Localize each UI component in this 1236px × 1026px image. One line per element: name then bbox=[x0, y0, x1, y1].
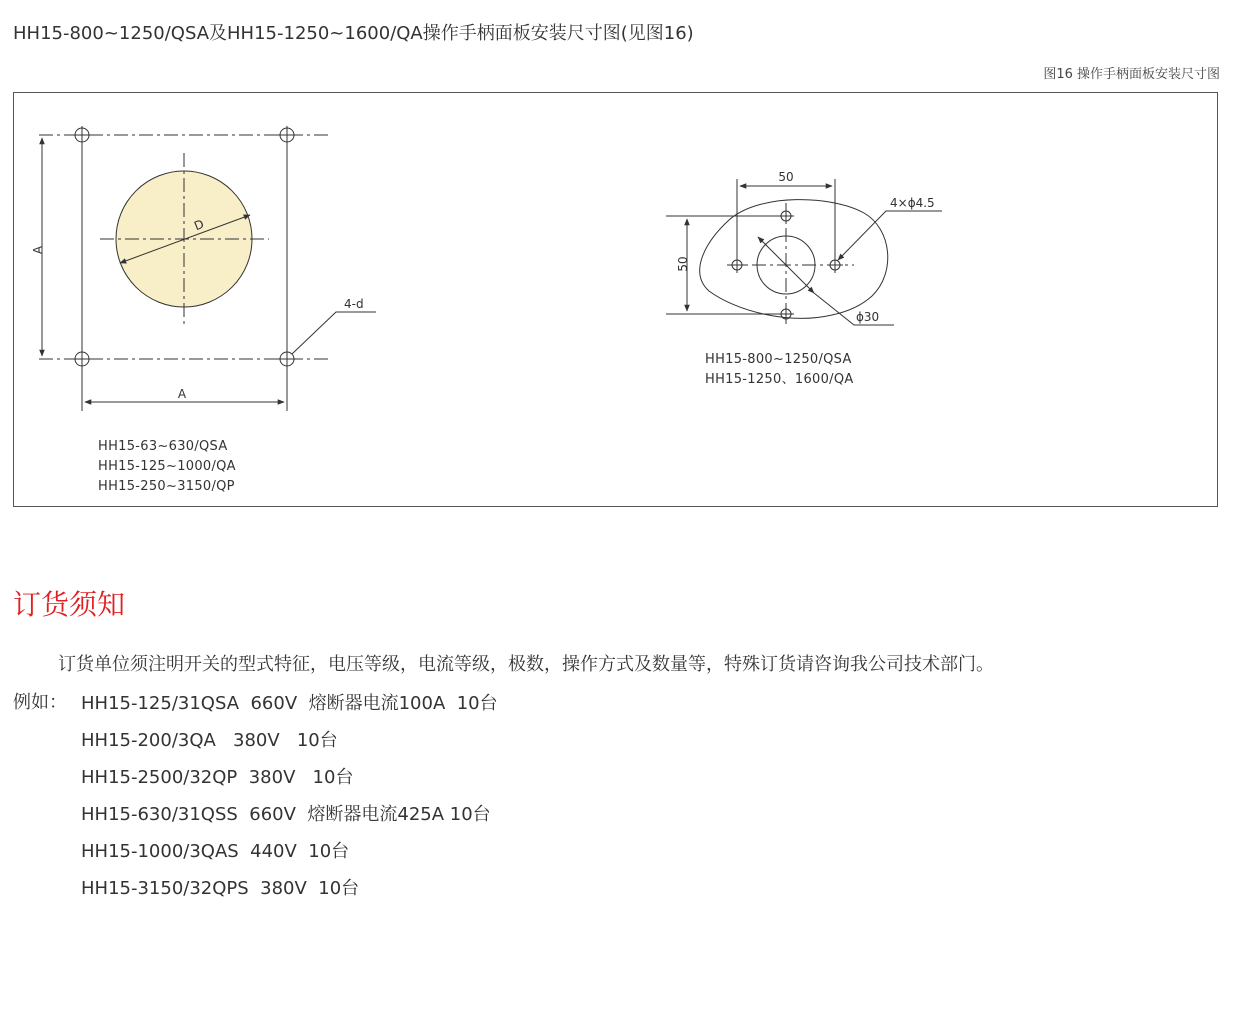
page-heading: HH15-800~1250/QSA及HH15-1250~1600/QA操作手柄面板安装尺寸图(见图16) bbox=[13, 23, 694, 44]
mounting-hole-top-left bbox=[73, 126, 91, 144]
hole-size-label: 4×ϕ4.5 bbox=[890, 196, 935, 210]
figure-caption: 图16 操作手柄面板安装尺寸图 bbox=[1043, 67, 1220, 82]
hole-label: 4-d bbox=[344, 297, 364, 311]
ordering-section-title: 订货须知 bbox=[13, 588, 126, 621]
left-panel-drawing bbox=[31, 126, 376, 494]
mounting-drawing bbox=[14, 93, 1219, 508]
mounting-hole-top-right bbox=[278, 126, 296, 144]
right-model-1: HH15-1250、1600/QA bbox=[705, 372, 854, 387]
example-label: 例如： bbox=[13, 692, 67, 713]
bore-leader bbox=[814, 293, 894, 325]
figure-frame bbox=[13, 92, 1218, 507]
bolt-hole-right bbox=[827, 257, 843, 273]
example-item: HH15-2500/32QP 380V 10台 bbox=[81, 767, 354, 788]
mounting-hole-bottom-left bbox=[73, 350, 91, 368]
left-model-0: HH15-63~630/QSA bbox=[98, 439, 228, 454]
example-item: HH15-3150/32QPS 380V 10台 bbox=[81, 878, 360, 899]
example-item: HH15-1000/3QAS 440V 10台 bbox=[81, 841, 350, 862]
dim-left-label: 50 bbox=[676, 256, 690, 272]
dim-label-vertical: A bbox=[31, 245, 45, 255]
ordering-intro: 订货单位须注明开关的型式特征，电压等级，电流等级，极数，操作方式及数量等，特殊订货请咨询我公司技术部门。 bbox=[58, 654, 994, 675]
handle-plate-outline bbox=[700, 200, 888, 319]
right-panel-drawing bbox=[666, 170, 942, 387]
example-item: HH15-125/31QSA 660V 熔断器电流100A 10台 bbox=[81, 693, 498, 714]
example-item: HH15-200/3QA 380V 10台 bbox=[81, 730, 338, 751]
bore-size-label: ϕ30 bbox=[856, 310, 880, 324]
bolt-hole-top bbox=[778, 208, 794, 224]
right-model-0: HH15-800~1250/QSA bbox=[705, 352, 852, 367]
left-model-1: HH15-125~1000/QA bbox=[98, 459, 236, 474]
dim-top-label: 50 bbox=[778, 170, 794, 184]
hole-leader bbox=[292, 312, 376, 354]
hole-size-leader bbox=[838, 211, 942, 260]
example-item: HH15-630/31QSS 660V 熔断器电流425A 10台 bbox=[81, 804, 491, 825]
dim-label-horizontal: A bbox=[177, 387, 187, 401]
bolt-hole-left bbox=[729, 257, 745, 273]
dim-label-diameter: D bbox=[192, 216, 206, 234]
bolt-hole-bottom bbox=[778, 306, 794, 322]
left-model-2: HH15-250~3150/QP bbox=[98, 479, 235, 494]
